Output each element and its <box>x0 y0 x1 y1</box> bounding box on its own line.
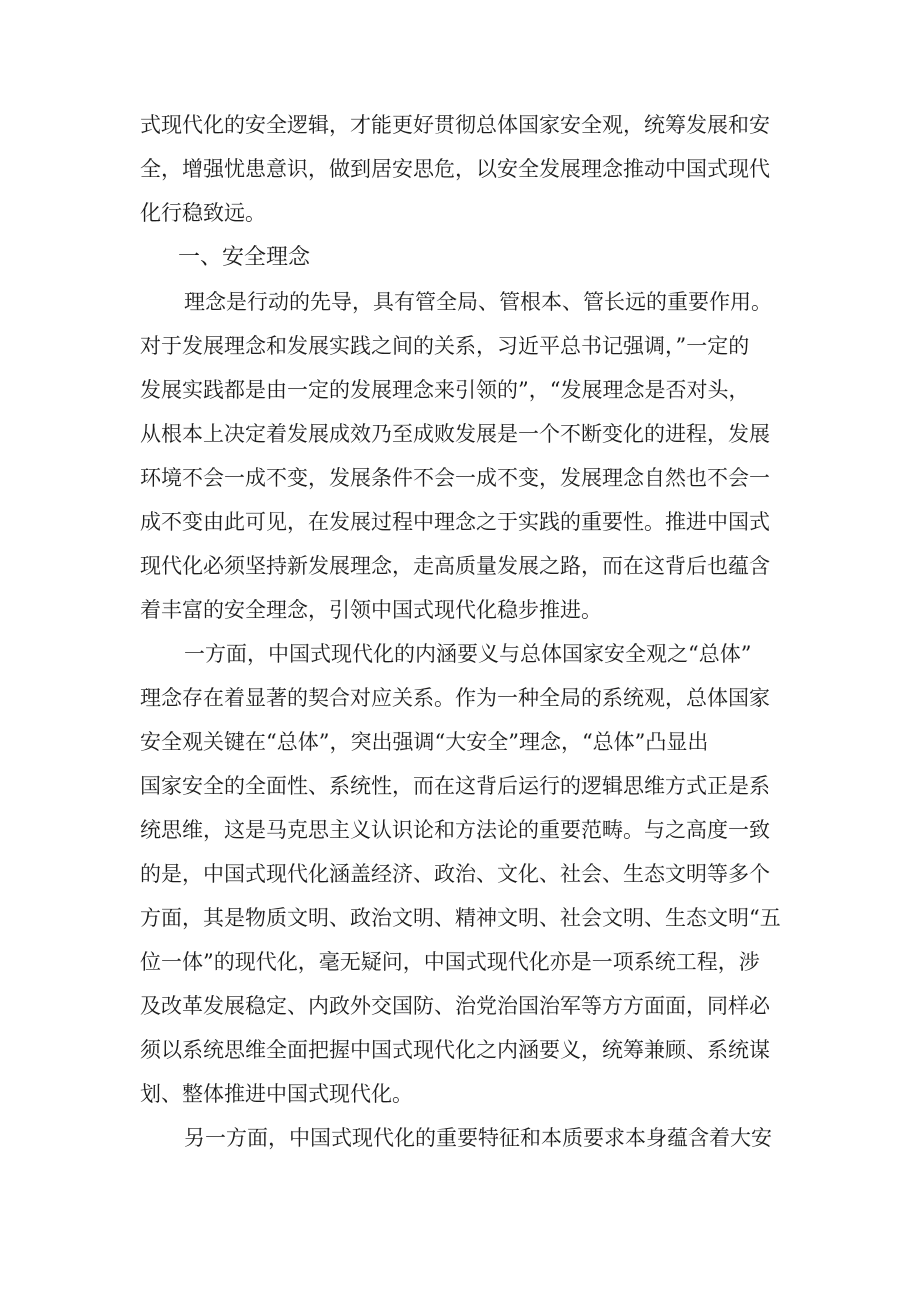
paragraph-3-line-5: 统思维，这是马克思主义认识论和方法论的重要范畴。与之高度一致 <box>140 818 770 842</box>
paragraph-2-line-5: 环境不会一成不变，发展条件不会一成不变，发展理念自然也不会一 <box>140 466 770 490</box>
paragraph-3-line-1: 一方面，中国式现代化的内涵要义与总体国家安全观之“总体” <box>184 642 752 666</box>
paragraph-1-line-3: 化行稳致远。 <box>140 201 266 225</box>
section-heading: 一、安全理念 <box>178 245 311 270</box>
paragraph-2-line-2: 对于发展理念和发展实践之间的关系，习近平总书记强调，”一定的 <box>140 334 750 358</box>
paragraph-3-line-4: 国家安全的全面性、系统性，而在这背后运行的逻辑思维方式正是系 <box>140 774 770 798</box>
paragraph-3-line-2: 理念存在着显著的契合对应关系。作为一种全局的系统观，总体国家 <box>140 686 770 710</box>
paragraph-3-line-11: 划、整体推进中国式现代化。 <box>140 1082 413 1106</box>
paragraph-1-line-1: 式现代化的安全逻辑，才能更好贯彻总体国家安全观，统筹发展和安 <box>140 113 770 137</box>
paragraph-3-line-6: 的是，中国式现代化涵盖经济、政治、文化、社会、生态文明等多个 <box>140 862 770 886</box>
paragraph-1-line-2: 全，增强忧患意识，做到居安思危，以安全发展理念推动中国式现代 <box>140 157 770 181</box>
paragraph-2-line-3: 发展实践都是由一定的发展理念来引领的”，“发展理念是否对头， <box>140 378 750 402</box>
paragraph-3-line-7: 方面，其是物质文明、政治文明、精神文明、社会文明、生态文明“五 <box>140 906 781 930</box>
paragraph-3-line-9: 及改革发展稳定、内政外交国防、治党治国治军等方方面面，同样必 <box>140 994 770 1018</box>
paragraph-2-line-4: 从根本上决定着发展成效乃至成败发展是一个不断变化的进程，发展 <box>140 422 770 446</box>
paragraph-2-line-1: 理念是行动的先导，具有管全局、管根本、管长远的重要作用。 <box>184 290 772 314</box>
paragraph-2-line-6: 成不变由此可见，在发展过程中理念之于实践的重要性。推进中国式 <box>140 510 770 534</box>
paragraph-3-line-3: 安全观关键在“总体”，突出强调“大安全”理念，“总体”凸显出 <box>140 730 709 754</box>
paragraph-3-line-8: 位一体”的现代化，毫无疑问，中国式现代化亦是一项系统工程，涉 <box>140 950 760 974</box>
paragraph-3-line-10: 须以系统思维全面把握中国式现代化之内涵要义，统筹兼顾、系统谋 <box>140 1038 770 1062</box>
paragraph-2-line-7: 现代化必须坚持新发展理念，走高质量发展之路，而在这背后也蕴含 <box>140 554 770 578</box>
paragraph-4-line-1: 另一方面，中国式现代化的重要特征和本质要求本身蕴含着大安 <box>184 1126 772 1150</box>
paragraph-2-line-8: 着丰富的安全理念，引领中国式现代化稳步推进。 <box>140 598 602 622</box>
